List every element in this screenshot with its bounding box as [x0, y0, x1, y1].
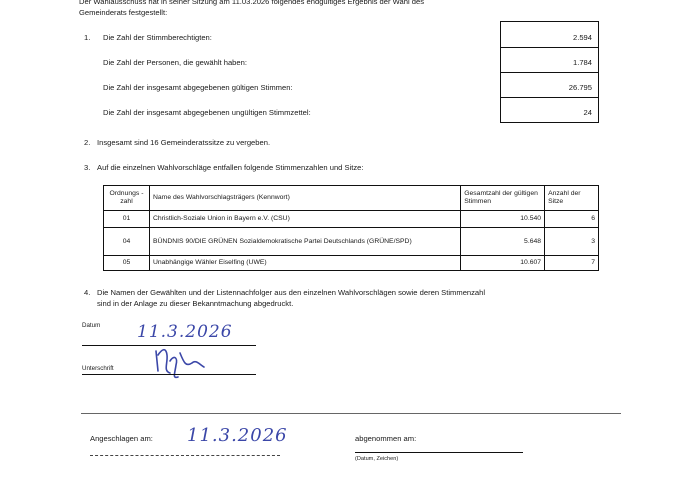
results-divider: [501, 47, 598, 48]
header-ordinal: Ordnungs - zahl: [104, 186, 150, 211]
row-votes: 10.540: [461, 211, 545, 228]
section-1-number: 1.: [84, 33, 91, 42]
footer-top-rule: [81, 413, 621, 414]
seats-total-text: Insgesamt sind 16 Gemeinderatssitze zu vergeben.: [97, 138, 271, 147]
signature-scribble: [148, 343, 208, 381]
posted-label: Angeschlagen am:: [90, 434, 153, 443]
eligible-voters-label: Die Zahl der Stimmberechtigten:: [103, 33, 212, 42]
table-row: [104, 256, 599, 271]
election-results-table: [103, 185, 599, 271]
row-name: Christlich-Soziale Union in Bayern e.V. (CSU): [149, 211, 460, 228]
posted-line: [90, 455, 280, 456]
results-table-intro: Auf die einzelnen Wahlvorschläge entfallen folgende Stimmenzahlen und Sitze:: [97, 163, 364, 172]
row-seats: 7: [545, 256, 599, 271]
eligible-voters-value: 2.594: [572, 33, 592, 42]
section-4-number: 4.: [84, 288, 91, 297]
elected-names-text-2: sind in der Anlage zu dieser Bekanntmachung abgedruckt.: [97, 299, 294, 308]
header-name: Name des Wahlvorschlagsträgers (Kennwort): [149, 186, 460, 211]
row-ordinal: 04: [104, 228, 150, 256]
table-row: [104, 228, 599, 256]
removed-note: (Datum, Zeichen): [355, 456, 399, 462]
row-name: BÜNDNIS 90/DIE GRÜNEN Sozialdemokratische Partei Deutschlands (GRÜNE/SPD): [149, 228, 460, 256]
handwritten-date: 11.3.2026: [137, 322, 233, 342]
row-ordinal: 01: [104, 211, 150, 228]
signature-line: [82, 374, 256, 375]
table-header-row: [104, 186, 599, 211]
header-votes: Gesamtzahl der gültigen Stimmen: [461, 186, 545, 211]
section-3-number: 3.: [84, 163, 91, 172]
voters-value: 1.784: [572, 58, 592, 67]
intro-text: Gemeinderats festgestellt:: [79, 8, 168, 17]
row-seats: 3: [545, 228, 599, 256]
row-name: Unabhängige Wähler Eiselfing (UWE): [149, 256, 460, 271]
intro-text-cut: Der Wahlausschuss hat in seiner Sitzung am 11.03.2026 folgendes endgültiges Ergebnis der Wahl des: [79, 0, 425, 6]
valid-votes-label: Die Zahl der insgesamt abgegebenen gültigen Stimmen:: [103, 83, 293, 92]
valid-votes-value: 26.795: [568, 83, 592, 92]
row-ordinal: 05: [104, 256, 150, 271]
removed-line: [355, 452, 523, 453]
invalid-ballots-label: Die Zahl der insgesamt abgegebenen ungültigen Stimmzettel:: [103, 108, 311, 117]
row-seats: 6: [545, 211, 599, 228]
removed-label: abgenommen am:: [355, 434, 417, 443]
signature-label: Unterschrift: [82, 365, 114, 372]
row-votes: 5.648: [461, 228, 545, 256]
voters-label: Die Zahl der Personen, die gewählt haben:: [103, 58, 247, 67]
elected-names-text: Die Namen der Gewählten und der Listennachfolger aus den einzelnen Wahlvorschlägen sowie deren Stimmenzahl: [97, 288, 486, 297]
table-row: [104, 211, 599, 228]
results-divider: [501, 97, 598, 98]
results-box: [500, 21, 599, 123]
invalid-ballots-value: 24: [583, 108, 592, 117]
results-divider: [501, 72, 598, 73]
row-votes: 10.607: [461, 256, 545, 271]
handwritten-posted-date: 11.3.2026: [187, 425, 288, 446]
date-label: Datum: [82, 322, 101, 329]
header-seats: Anzahl der Sitze: [545, 186, 599, 211]
section-2-number: 2.: [84, 138, 91, 147]
